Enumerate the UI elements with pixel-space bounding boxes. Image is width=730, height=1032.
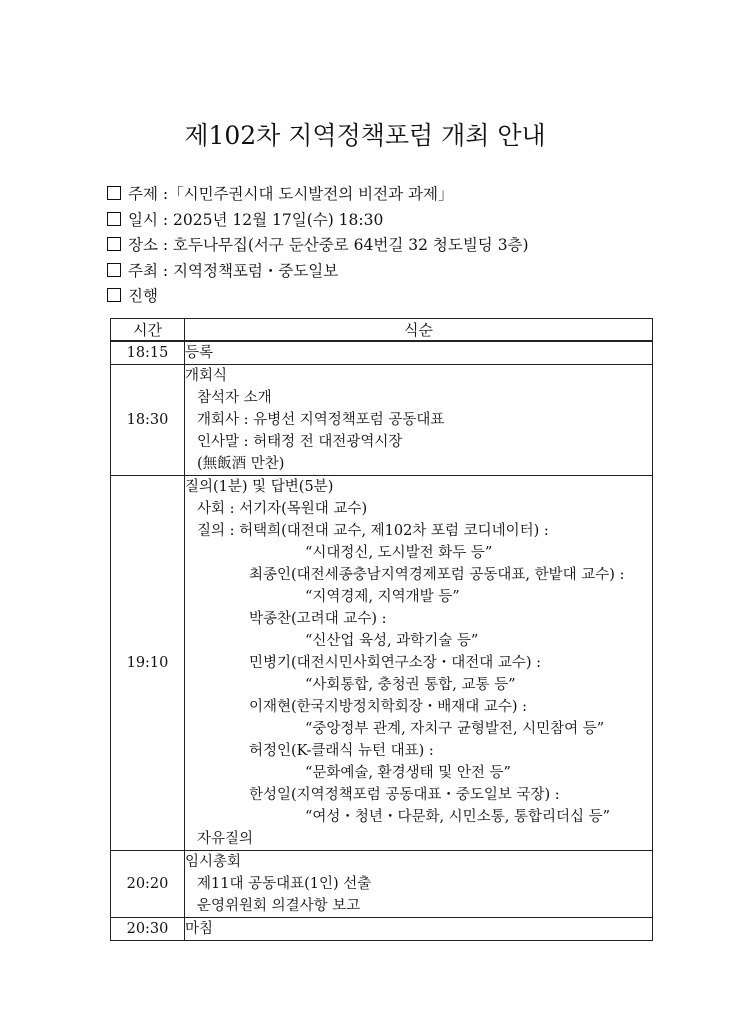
- info-host: [107, 259, 667, 285]
- detail-line: 제11대 공동대표(1인) 선출: [197, 876, 372, 892]
- checkbox-icon: [107, 263, 121, 277]
- schedule-table: [110, 318, 653, 941]
- info-datetime-text: 일시 : 2025년 12월 17일(수) 18:30: [128, 210, 384, 229]
- table-row: [111, 476, 653, 851]
- detail-line: 민병기(대전시민사회연구소장・대전대 교수) :: [249, 655, 542, 671]
- detail-line: 개회사 : 유병선 지역정책포럼 공동대표: [197, 412, 445, 428]
- detail-line: 운영위원회 의결사항 보고: [197, 898, 361, 914]
- detail-line: 임시총회: [185, 854, 242, 870]
- table-row: [111, 918, 653, 941]
- checkbox-icon: [107, 237, 121, 251]
- detail-line: “중앙정부 관계, 자치구 균형발전, 시민참여 등”: [305, 721, 605, 737]
- detail-line: 이재현(한국지방정치학회장・배재대 교수) :: [249, 699, 528, 715]
- info-list: [107, 182, 667, 310]
- table-header-row: [111, 319, 653, 342]
- row-time: 20:20: [111, 851, 185, 918]
- detail-line: 한성일(지역정책포럼 공동대표・중도일보 국장) :: [249, 787, 560, 803]
- info-theme-text: 주제 :「시민주권시대 도시발전의 비전과 과제」: [128, 185, 454, 203]
- row-time: 19:10: [111, 476, 185, 851]
- detail-line: 인사말 : 허태정 전 대전광역시장: [197, 434, 403, 450]
- info-theme: [107, 182, 667, 208]
- header-program: 식순: [185, 319, 653, 342]
- detail-line: 질의 : 허택희(대전대 교수, 제102차 포럼 코디네이터) :: [197, 523, 549, 539]
- detail-line: 마침: [185, 921, 214, 937]
- detail-line: 자유질의: [197, 831, 254, 847]
- row-detail: [185, 341, 653, 365]
- detail-line: (無飯酒 만찬): [197, 456, 285, 472]
- row-time: 20:30: [111, 918, 185, 941]
- detail-line: “지역경제, 지역개발 등”: [305, 589, 460, 605]
- detail-line: “여성・청년・다문화, 시민소통, 통합리더십 등”: [305, 809, 610, 825]
- info-place: [107, 233, 667, 259]
- page-title: 제102차 지역정책포럼 개최 안내: [184, 121, 546, 150]
- detail-line: 박종찬(고려대 교수) :: [249, 611, 387, 627]
- row-detail: [185, 365, 653, 476]
- detail-line: “신산업 육성, 과학기술 등”: [305, 633, 479, 649]
- detail-line: 질의(1분) 및 답변(5분): [185, 479, 334, 495]
- detail-line: “사회통합, 충청권 통합, 교통 등”: [305, 677, 516, 693]
- detail-line: “시대정신, 도시발전 화두 등”: [305, 545, 493, 561]
- info-host-text: 주최 : 지역정책포럼・중도일보: [128, 261, 339, 280]
- detail-line: 최종인(대전세종충남지역경제포럼 공동대표, 한밭대 교수) :: [249, 567, 625, 583]
- checkbox-icon: [107, 212, 121, 226]
- detail-line: 개회식: [185, 368, 228, 384]
- info-datetime: [107, 208, 667, 234]
- info-place-text: 장소 : 호두나무집(서구 둔산중로 64번길 32 청도빌딩 3층): [128, 236, 529, 254]
- header-time: 시간: [111, 319, 185, 342]
- checkbox-icon: [107, 186, 121, 200]
- row-time: 18:30: [111, 365, 185, 476]
- detail-line: 등록: [185, 345, 214, 361]
- table-row: [111, 341, 653, 365]
- info-progress-text: 진행: [128, 287, 158, 305]
- table-row: [111, 851, 653, 918]
- row-detail: [185, 851, 653, 918]
- checkbox-icon: [107, 288, 121, 302]
- detail-line: 사회 : 서기자(목원대 교수): [197, 501, 368, 517]
- row-detail: [185, 918, 653, 941]
- table-row: [111, 365, 653, 476]
- row-time: 18:15: [111, 341, 185, 365]
- info-progress: [107, 284, 667, 310]
- detail-line: 허정인(K-클래식 뉴턴 대표) :: [249, 743, 434, 759]
- detail-line: “문화예술, 환경생태 및 안전 등”: [305, 765, 511, 781]
- row-detail: [185, 476, 653, 851]
- detail-line: 참석자 소개: [197, 390, 272, 406]
